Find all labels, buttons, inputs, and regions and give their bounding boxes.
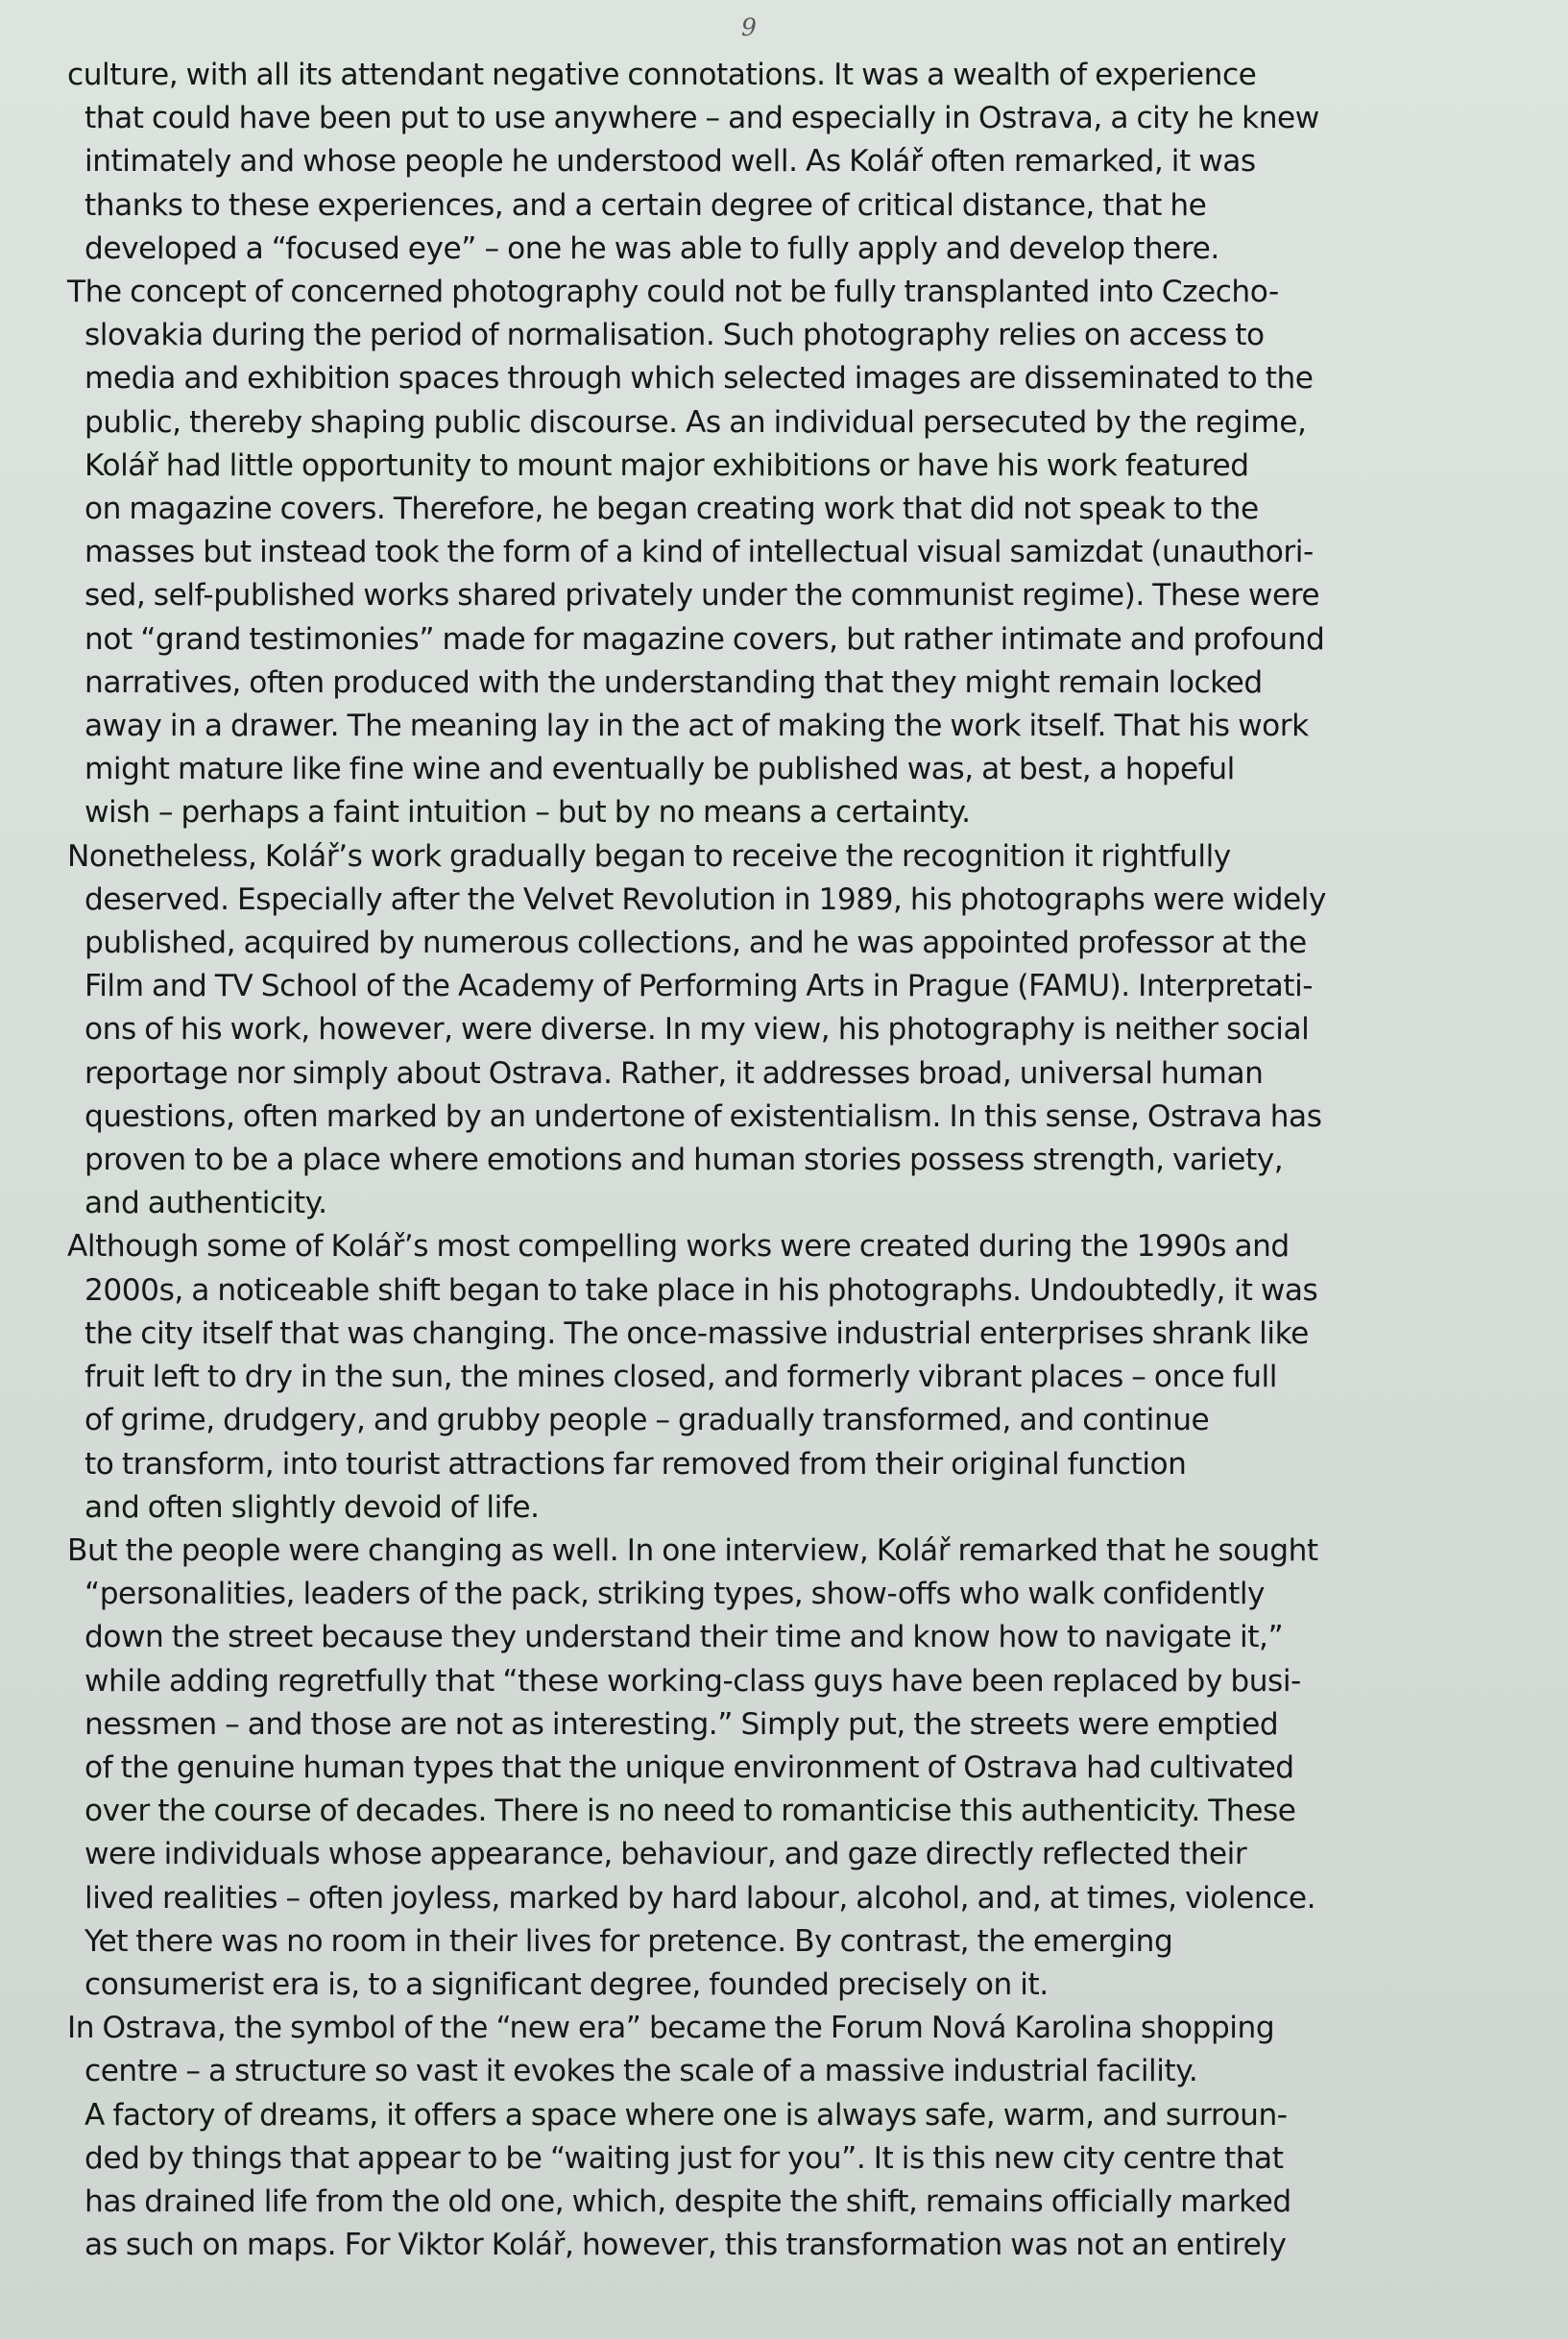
paragraph [67, 1530, 1440, 2007]
text-line: while adding regretfully that “these working-class guys have been replaced by busi- [84, 1663, 1301, 1699]
text-line: media and exhibition spaces through which selected images are disseminated to the [84, 361, 1314, 397]
text-line: fruit left to dry in the sun, the mines closed, and formerly vibrant places – once full [84, 1360, 1277, 1395]
text-line: But the people were changing as well. In one interview, Kolář remarked that he sought [67, 1532, 1318, 1568]
text-line: The concept of concerned photography could not be fully transplanted into Czecho- [67, 275, 1279, 310]
text-line: of grime, drudgery, and grubby people – gradually transformed, and continue [84, 1403, 1210, 1438]
text-line: wish – perhaps a faint intuition – but by no means a certainty. [84, 795, 971, 831]
text-line: “personalities, leaders of the pack, striking types, show-offs who walk confidently [84, 1577, 1266, 1612]
paragraph [67, 271, 1440, 835]
text-line: public, thereby shaping public discourse. As an individual persecuted by the regime, [84, 404, 1307, 440]
text-line: masses but instead took the form of a kind of intellectual visual samizdat (unauthori- [84, 535, 1314, 570]
text-line: as such on maps. For Viktor Kolář, however, this transformation was not an entirely [84, 2228, 1287, 2263]
text-line: intimately and whose people he understood well. As Kolář often remarked, it was [84, 144, 1256, 180]
text-line: centre – a structure so vast it evokes the scale of a massive industrial facility. [84, 2054, 1198, 2089]
text-line: Nonetheless, Kolář’s work gradually began to receive the recognition it rightfully [67, 838, 1231, 874]
text-line: the city itself that was changing. The once-massive industrial enterprises shrank like [84, 1315, 1309, 1351]
text-line: of the genuine human types that the unique environment of Ostrava had cultivated [84, 1749, 1294, 1785]
paragraph [67, 54, 1440, 271]
text-line: and authenticity. [84, 1186, 327, 1221]
text-line: deserved. Especially after the Velvet Revolution in 1989, his photographs were widely [84, 881, 1326, 917]
text-line: to transform, into tourist attractions far removed from their original function [84, 1446, 1187, 1482]
paragraph [67, 2007, 1440, 2267]
text-line: over the course of decades. There is no need to romanticise this authenticity. These [84, 1794, 1296, 1829]
text-line: has drained life from the old one, which, despite the shift, remains officially marked [84, 2183, 1291, 2219]
text-line: not “grand testimonies” made for magazine covers, but rather intimate and profound [84, 621, 1325, 657]
text-line: thanks to these experiences, and a certain degree of critical distance, that he [84, 187, 1207, 223]
text-line: sed, self-published works shared privately under the communist regime). These were [84, 578, 1320, 614]
text-line: developed a “focused eye” – one he was able to fully apply and develop there. [84, 230, 1219, 266]
text-line: narratives, often produced with the understanding that they might remain locked [84, 664, 1263, 700]
text-line: proven to be a place where emotions and human stories possess strength, variety, [84, 1143, 1284, 1178]
text-line: culture, with all its attendant negative connotations. It was a wealth of experience [67, 58, 1257, 92]
text-line: were individuals whose appearance, behaviour, and gaze directly reflected their [84, 1837, 1247, 1872]
text-line: questions, often marked by an undertone of existentialism. In this sense, Ostrava has [84, 1098, 1322, 1134]
paragraph [67, 835, 1440, 1226]
text-line: ded by things that appear to be “waiting just for you”. It is this new city centre that [84, 2140, 1284, 2176]
text-line: on magazine covers. Therefore, he began creating work that did not speak to the [84, 492, 1259, 527]
text-line: A factory of dreams, it offers a space where one is always safe, warm, and surroun- [84, 2097, 1288, 2133]
text-line: nessmen – and those are not as interesting.” Simply put, the streets were emptied [84, 1706, 1279, 1742]
text-line: Yet there was no room in their lives for pretence. By contrast, the emerging [84, 1923, 1173, 1959]
text-line: away in a drawer. The meaning lay in the act of making the work itself. That his work [84, 709, 1309, 744]
text-line: down the street because they understand their time and know how to navigate it,” [84, 1620, 1284, 1655]
text-line: 2000s, a noticeable shift began to take place in his photographs. Undoubtedly, it was [84, 1272, 1318, 1308]
text-line: published, acquired by numerous collections, and he was appointed professor at the [84, 926, 1307, 961]
paragraph [67, 1225, 1440, 1529]
text-line: slovakia during the period of normalisation. Such photography relies on access to [84, 318, 1265, 353]
text-line: In Ostrava, the symbol of the “new era” became the Forum Nová Karolina shopping [67, 2011, 1275, 2046]
text-line: might mature like fine wine and eventually be published was, at best, a hopeful [84, 752, 1235, 787]
text-line: and often slightly devoid of life. [84, 1489, 540, 1525]
text-line: reportage nor simply about Ostrava. Rather, it addresses broad, universal human [84, 1055, 1264, 1091]
text-line: that could have been put to use anywhere – and especially in Ostrava, a city he knew [84, 101, 1319, 136]
text-line: Although some of Kolář’s most compelling works were created during the 1990s and [67, 1229, 1290, 1265]
text-line: Film and TV School of the Academy of Performing Arts in Prague (FAMU). Interpretati- [84, 969, 1314, 1004]
text-line: lived realities – often joyless, marked by hard labour, alcohol, and, at times, violence. [84, 1880, 1316, 1916]
text-line: Kolář had little opportunity to mount major exhibitions or have his work featured [84, 447, 1249, 483]
text-line: ons of his work, however, were diverse. In my view, his photography is neither social [84, 1012, 1310, 1048]
body-text [67, 54, 1440, 2267]
page-number: 9 [741, 13, 757, 41]
text-line: consumerist era is, to a significant degree, founded precisely on it. [84, 1966, 1049, 2002]
